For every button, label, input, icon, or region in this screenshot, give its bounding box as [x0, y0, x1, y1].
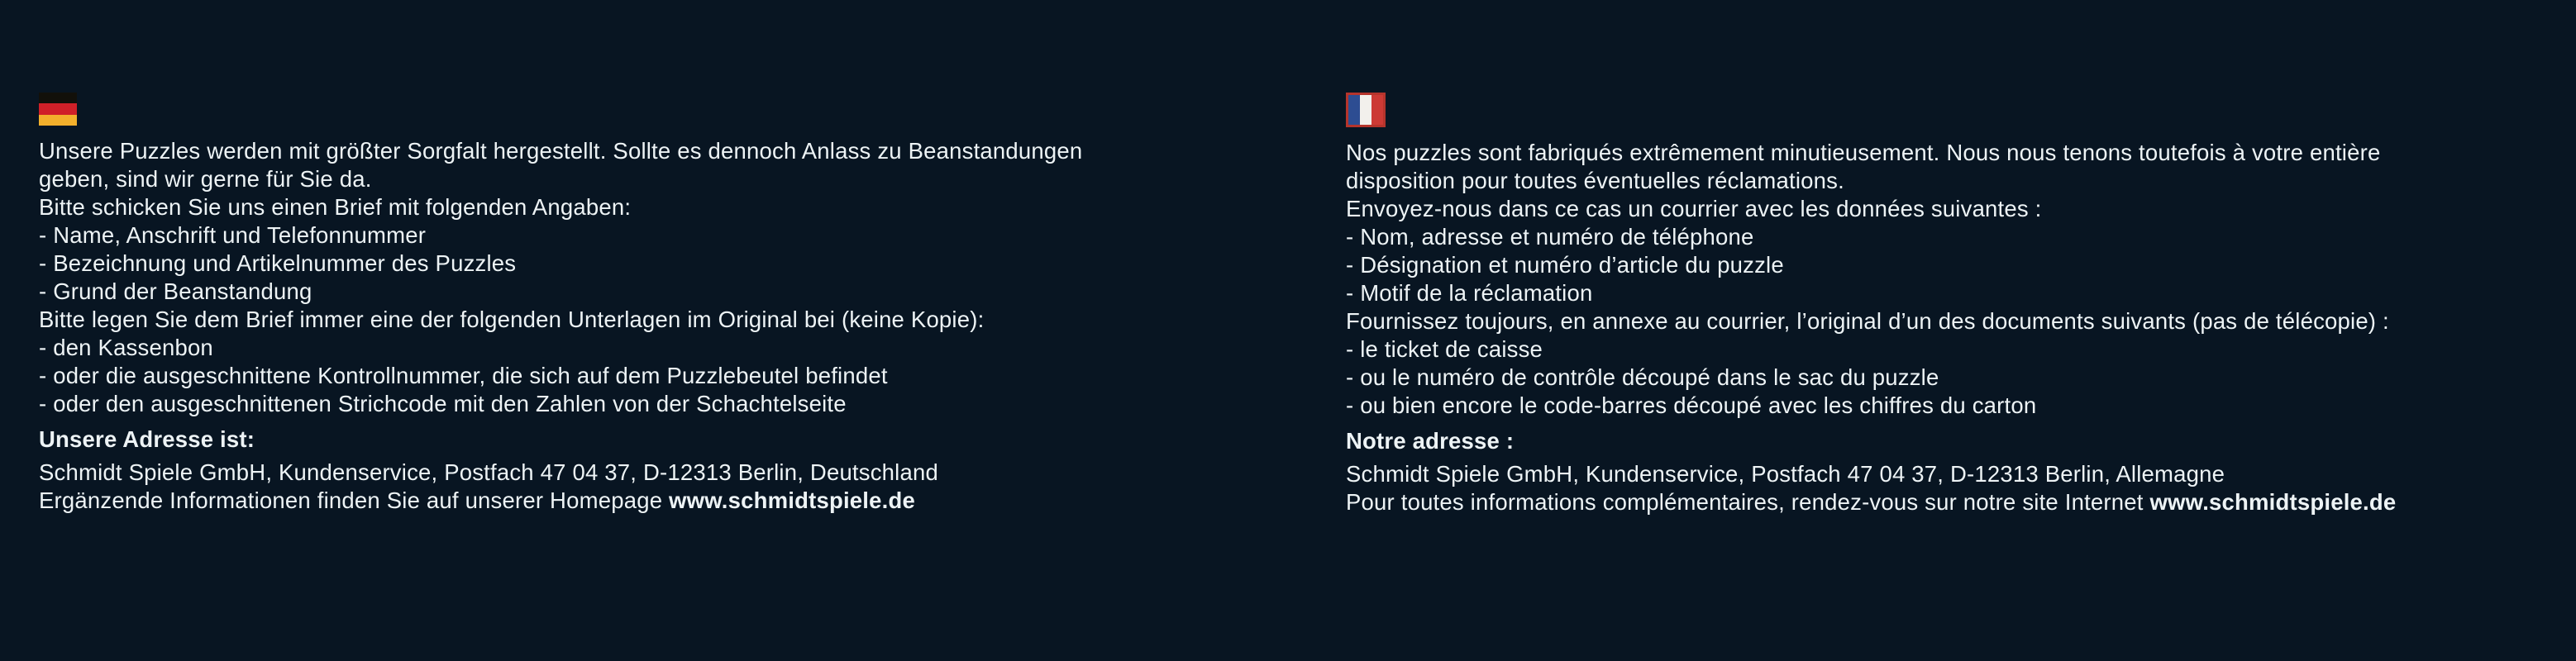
- text-line: Bitte schicken Sie uns einen Brief mit folgenden Angaben:: [39, 194, 632, 220]
- list-item: - Bezeichnung und Artikelnummer des Puzzles: [39, 250, 517, 276]
- text-line: geben, sind wir gerne für Sie da.: [39, 166, 372, 192]
- germany-flag-stripe-red: [39, 103, 77, 114]
- address-line: Schmidt Spiele GmbH, Kundenservice, Postfach 47 04 37, D-12313 Berlin, Deutschland: [39, 459, 938, 485]
- list-item: - Grund der Beanstandung: [39, 278, 312, 304]
- homepage-line: [1346, 488, 2553, 516]
- list-item: - Motif de la réclamation: [1346, 280, 1593, 306]
- list-item: - Name, Anschrift und Telefonnummer: [39, 222, 427, 248]
- list-item: - oder die ausgeschnittene Kontrollnummer, die sich auf dem Puzzlebeutel befindet: [39, 363, 888, 388]
- list-item: - Nom, adresse et numéro de téléphone: [1346, 224, 1754, 250]
- address-heading: Unsere Adresse ist:: [39, 426, 255, 452]
- list-item: - ou bien encore le code-barres découpé avec les chiffres du carton: [1346, 392, 2037, 418]
- text-line: Unsere Puzzles werden mit größter Sorgfalt hergestellt. Sollte es dennoch Anlass zu Beanstandungen: [39, 138, 1083, 164]
- homepage-line: [39, 487, 1295, 515]
- section-german: [39, 93, 1295, 515]
- text-line: Fournissez toujours, en annexe au courrier, l’original d’un des documents suivants (pas de télécopie) :: [1346, 308, 2389, 334]
- germany-flag-stripe-gold: [39, 115, 77, 126]
- list-item: - Désignation et numéro d’article du puzzle: [1346, 252, 1784, 278]
- france-flag-icon: [1346, 93, 1386, 127]
- list-item: - oder den ausgeschnittenen Strichcode mit den Zahlen von der Schachtelseite: [39, 391, 847, 416]
- text-line: Bitte legen Sie dem Brief immer eine der folgenden Unterlagen im Original bei (keine Kopie):: [39, 307, 985, 332]
- section-french: [1346, 93, 2553, 516]
- germany-flag-icon: [39, 93, 77, 126]
- list-item: - ou le numéro de contrôle découpé dans le sac du puzzle: [1346, 364, 1939, 390]
- website-url: www.schmidtspiele.de: [2149, 489, 2397, 515]
- address-line: Schmidt Spiele GmbH, Kundenservice, Postfach 47 04 37, D-12313 Berlin, Allemagne: [1346, 461, 2225, 487]
- france-flag-stripe-blue: [1348, 95, 1360, 125]
- france-flag-stripe-white: [1360, 95, 1371, 125]
- list-item: - le ticket de caisse: [1346, 336, 1543, 362]
- text-line: disposition pour toutes éventuelles réclamations.: [1346, 168, 1844, 193]
- website-url: www.schmidtspiele.de: [669, 487, 915, 513]
- list-item: - den Kassenbon: [39, 335, 213, 360]
- text-line: Nos puzzles sont fabriqués extrêmement minutieusement. Nous nous tenons toutefois à votre entière: [1346, 140, 2381, 165]
- text-line: Envoyez-nous dans ce cas un courrier avec les données suivantes :: [1346, 196, 2042, 221]
- homepage-prefix: Pour toutes informations complémentaires, rendez-vous sur notre site Internet: [1346, 489, 2150, 515]
- france-flag-stripe-red: [1371, 95, 1383, 125]
- address-heading: Notre adresse :: [1346, 428, 1515, 454]
- germany-flag-stripe-black: [39, 93, 77, 103]
- homepage-prefix: Ergänzende Informationen finden Sie auf unserer Homepage: [39, 487, 670, 513]
